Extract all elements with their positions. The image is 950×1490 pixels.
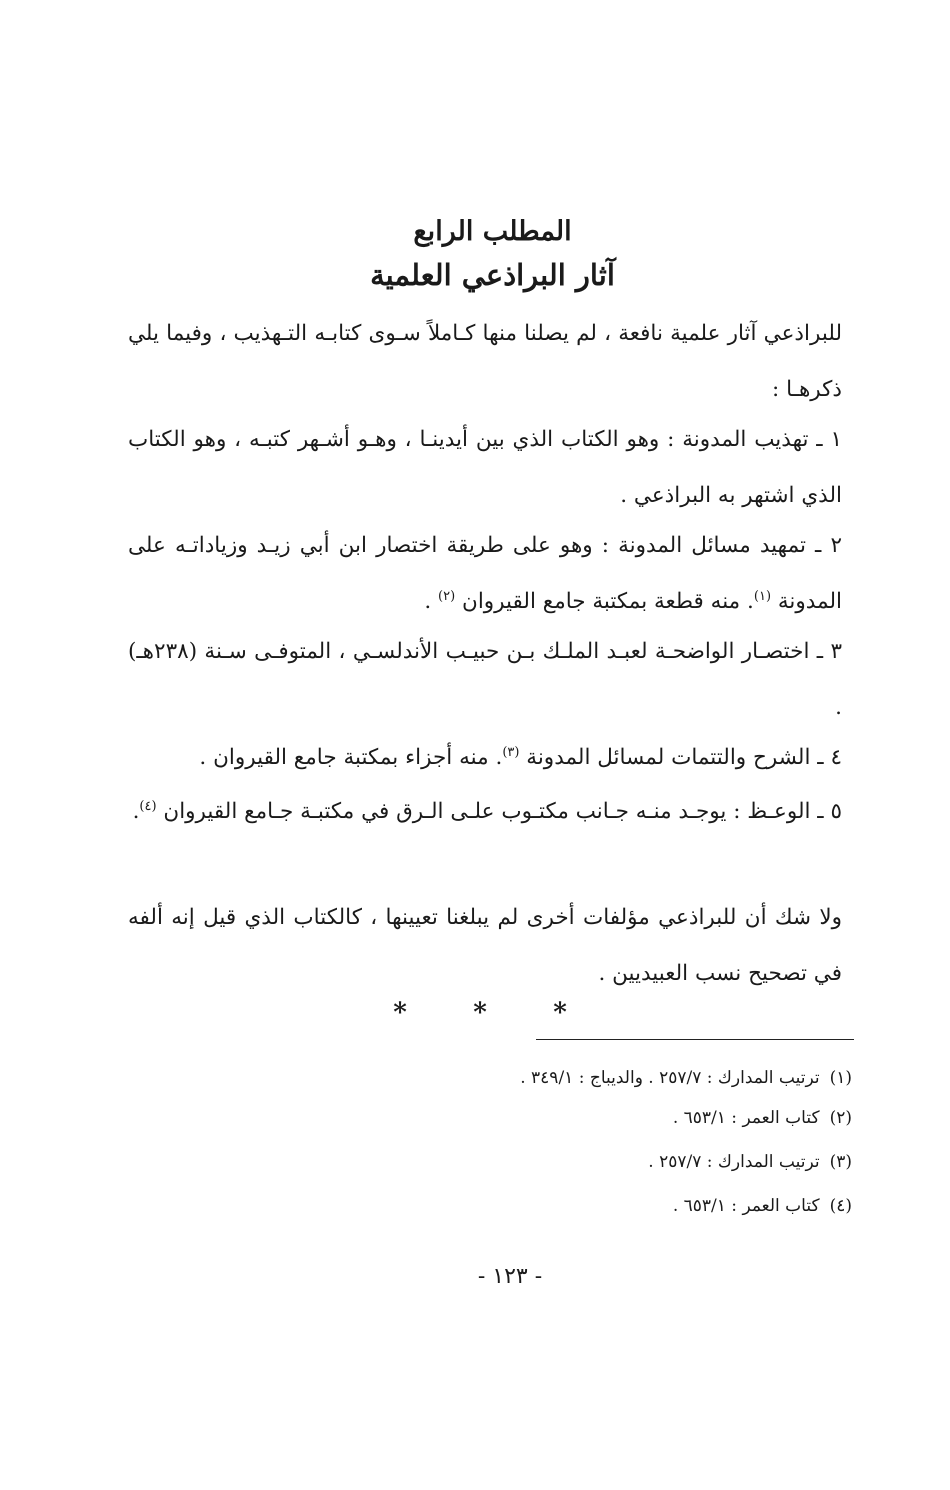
closing-paragraph: ولا شك أن للبراذعي مؤلفات أخرى لم يبلغنا تعيينها ، كالكتاب الذي قيل إنه ألفه في تصحيح نسب العبيديين . bbox=[128, 905, 842, 986]
list-item-2 bbox=[128, 518, 842, 630]
list-item-4-text-a: ٤ ـ الشرح والتتمات لمسائل المدونة bbox=[526, 745, 842, 770]
chapter-title: آثار البراذعي العلمية bbox=[370, 258, 615, 292]
separator-star: * bbox=[393, 998, 407, 1028]
footnote-number: (١) bbox=[829, 1068, 852, 1088]
footnote-number: (٤) bbox=[829, 1196, 852, 1216]
list-item-1: ١ ـ تهذيب المدونة : وهو الكتاب الذي بين أيدينـا ، وهـو أشـهر كتبـه ، وهو الكتاب الذي اشتهر به البراذعي . bbox=[128, 427, 842, 508]
list-item-5-text-b: . bbox=[132, 799, 140, 824]
list-item-2-text-c: . bbox=[424, 589, 432, 614]
footnote-divider bbox=[536, 1039, 854, 1040]
list-item-5 bbox=[128, 784, 842, 840]
footnote-text: كتاب العمر : ٦٥٣/١ . bbox=[672, 1196, 820, 1216]
footnote-text: ترتيب المدارك : ٢٥٧/٧ . bbox=[648, 1152, 820, 1172]
list-item-4-text-b: . منه أجزاء بمكتبة جامع القيروان . bbox=[199, 745, 503, 770]
section-title: المطلب الرابع bbox=[413, 216, 572, 247]
list-item-4 bbox=[128, 730, 842, 786]
list-item-3: ٣ ـ اختصـار الواضحـة لعبـد الملـك بـن حبيـب الأندلسـي ، المتوفـى سـنة (٢٣٨هـ) . bbox=[128, 639, 842, 720]
footnote-3 bbox=[300, 1148, 852, 1176]
footnote-ref-3[interactable]: (٣) bbox=[502, 744, 520, 760]
footnote-number: (٢) bbox=[829, 1108, 852, 1128]
section-separator bbox=[380, 998, 580, 1028]
separator-star: * bbox=[473, 998, 487, 1028]
list-item-5-text-a: ٥ ـ الوعـظ : يوجـد منـه جـانب مكتـوب علـى الـرق في مكتبـة جـامع القيروان bbox=[163, 799, 842, 824]
footnote-1 bbox=[300, 1064, 852, 1092]
footnote-4 bbox=[300, 1192, 852, 1220]
footnote-ref-4[interactable]: (٤) bbox=[139, 798, 157, 814]
footnote-number: (٣) bbox=[829, 1152, 852, 1172]
list-item-2-text-a: ٢ ـ تمهيد مسائل المدونة : وهو على طريقة اختصار ابن أبي زيـد وزياداتـه على المدونة bbox=[128, 533, 842, 614]
footnote-ref-2[interactable]: (٢) bbox=[438, 588, 456, 604]
page-number: - ١٢٣ - bbox=[477, 1264, 543, 1289]
footnote-2 bbox=[300, 1104, 852, 1132]
intro-paragraph: للبراذعي آثار علمية نافعة ، لم يصلنا منها كـاملاً سـوى كتابـه التـهذيب ، وفيما يلي ذكرهـا : bbox=[128, 321, 842, 402]
list-item-2-text-b: . منه قطعة بمكتبة جامع القيروان bbox=[462, 589, 754, 614]
separator-star: * bbox=[553, 998, 567, 1028]
footnote-ref-1[interactable]: (١) bbox=[753, 588, 772, 604]
footnote-text: ترتيب المدارك : ٢٥٧/٧ . والديباج : ٣٤٩/١ . bbox=[520, 1068, 820, 1088]
footnote-text: كتاب العمر : ٦٥٣/١ . bbox=[672, 1108, 820, 1128]
